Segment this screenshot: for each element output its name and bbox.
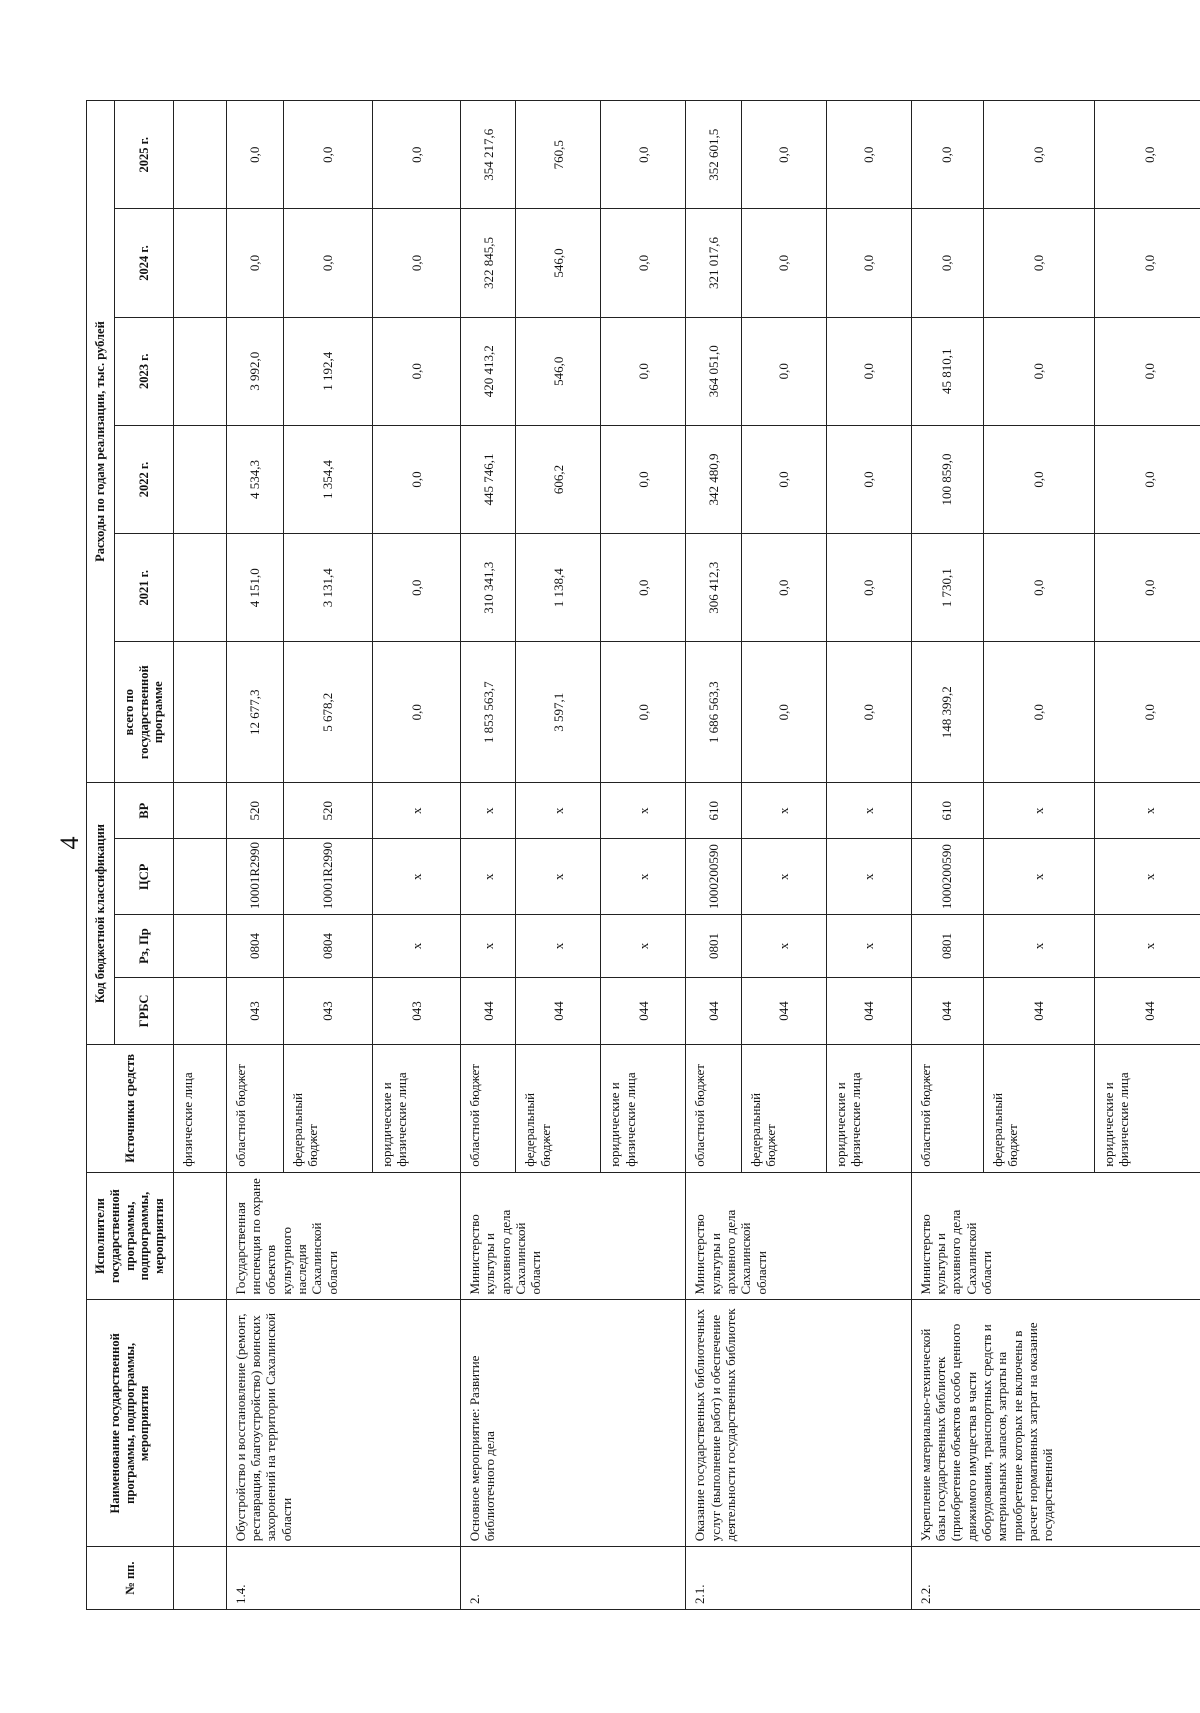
y2021-cell: 1 138,4 xyxy=(516,534,601,642)
header-budget-code: Код бюджетной классификации xyxy=(87,783,115,1045)
grbs-cell: 044 xyxy=(686,977,741,1044)
rzpr-cell: x xyxy=(1094,915,1200,978)
item-executor: Государственная инспекция по охране объектов культурного наследия Сахалинской области xyxy=(226,1172,460,1300)
header-2022: 2022 г. xyxy=(115,425,173,533)
header-2024: 2024 г. xyxy=(115,209,173,317)
csr-cell: x xyxy=(1094,839,1200,915)
y2021-cell: 3 131,4 xyxy=(284,534,372,642)
grbs-cell: 043 xyxy=(226,977,283,1044)
y2023-cell: 0,0 xyxy=(741,317,826,425)
source-cell: федеральный бюджет xyxy=(516,1045,601,1173)
source-cell: областной бюджет xyxy=(461,1045,516,1173)
csr-cell: x xyxy=(741,839,826,915)
y2022-cell: 0,0 xyxy=(1094,425,1200,533)
rzpr-cell: x xyxy=(741,915,826,978)
rzpr-cell: 0801 xyxy=(911,915,983,978)
csr-cell: x xyxy=(372,839,460,915)
csr-cell: 10001R2990 xyxy=(226,839,283,915)
y2021-cell: 0,0 xyxy=(601,534,686,642)
y2024-cell: 0,0 xyxy=(284,209,372,317)
rzpr-cell: x xyxy=(461,915,516,978)
total-cell: 0,0 xyxy=(826,642,911,783)
y2023-cell: 3 992,0 xyxy=(226,317,283,425)
y2024-cell: 0,0 xyxy=(1094,209,1200,317)
total-cell: 5 678,2 xyxy=(284,642,372,783)
total-cell: 1 853 563,7 xyxy=(461,642,516,783)
source-cell: федеральный бюджет xyxy=(284,1045,372,1173)
grbs-cell: 044 xyxy=(516,977,601,1044)
rzpr-cell: x xyxy=(826,915,911,978)
grbs-cell: 044 xyxy=(741,977,826,1044)
header-2021: 2021 г. xyxy=(115,534,173,642)
y2025-cell: 0,0 xyxy=(226,101,283,209)
header-csr: ЦСР xyxy=(115,839,173,915)
total-cell: 12 677,3 xyxy=(226,642,283,783)
vr-cell: 520 xyxy=(284,783,372,839)
header-vr: ВР xyxy=(115,783,173,839)
rzpr-cell: x xyxy=(983,915,1094,978)
rotated-table-container xyxy=(86,100,1200,1610)
total-cell: 0,0 xyxy=(372,642,460,783)
grbs-cell: 044 xyxy=(911,977,983,1044)
y2021-cell: 0,0 xyxy=(983,534,1094,642)
total-cell: 0,0 xyxy=(601,642,686,783)
header-expenses: Расходы по годам реализации, тыс. рублей xyxy=(87,101,115,783)
vr-cell: 610 xyxy=(686,783,741,839)
grbs-cell: 043 xyxy=(372,977,460,1044)
y2025-cell: 0,0 xyxy=(826,101,911,209)
rzpr-cell: 0801 xyxy=(686,915,741,978)
header-num: № пп. xyxy=(87,1547,174,1610)
y2023-cell: 0,0 xyxy=(372,317,460,425)
total-cell: 0,0 xyxy=(983,642,1094,783)
source-cell: областной бюджет xyxy=(686,1045,741,1173)
header-grbs: ГРБС xyxy=(115,977,173,1044)
rzpr-cell: x xyxy=(601,915,686,978)
vr-cell: x xyxy=(826,783,911,839)
y2025-cell: 760,5 xyxy=(516,101,601,209)
y2025-cell: 0,0 xyxy=(983,101,1094,209)
csr-cell: x xyxy=(601,839,686,915)
y2022-cell: 0,0 xyxy=(741,425,826,533)
csr-cell: x xyxy=(983,839,1094,915)
grbs-cell: 044 xyxy=(1094,977,1200,1044)
item-number: 2. xyxy=(461,1547,686,1610)
grbs-cell: 044 xyxy=(826,977,911,1044)
budget-table xyxy=(86,100,1200,1610)
y2025-cell: 0,0 xyxy=(284,101,372,209)
continuation-row xyxy=(173,101,226,1610)
vr-cell: x xyxy=(1094,783,1200,839)
header-name: Наименование государственной программы, подпрограммы, мероприятия xyxy=(87,1300,174,1547)
item-number: 1.4. xyxy=(226,1547,460,1610)
y2022-cell: 0,0 xyxy=(826,425,911,533)
y2024-cell: 0,0 xyxy=(741,209,826,317)
grbs-cell: 044 xyxy=(983,977,1094,1044)
y2021-cell: 310 341,3 xyxy=(461,534,516,642)
y2024-cell: 0,0 xyxy=(226,209,283,317)
total-cell: 3 597,1 xyxy=(516,642,601,783)
total-cell: 148 399,2 xyxy=(911,642,983,783)
item-name: Укрепление материально-технической базы государственных библиотек (приобретение объектов особо ценного движимого имущества в части оборудования, транспортных средств и материальных запасов, затраты на приобретение которых не включены в расчет нормативных затрат на оказание государственной xyxy=(911,1300,1200,1547)
y2025-cell: 0,0 xyxy=(911,101,983,209)
total-cell: 1 686 563,3 xyxy=(686,642,741,783)
y2024-cell: 0,0 xyxy=(983,209,1094,317)
item-number: 2.2. xyxy=(911,1547,1200,1610)
header-total: всего по государственной программе xyxy=(115,642,173,783)
grbs-cell: 044 xyxy=(601,977,686,1044)
y2025-cell: 0,0 xyxy=(372,101,460,209)
grbs-cell: 043 xyxy=(284,977,372,1044)
y2021-cell: 0,0 xyxy=(741,534,826,642)
y2024-cell: 322 845,5 xyxy=(461,209,516,317)
y2024-cell: 321 017,6 xyxy=(686,209,741,317)
source-cell: областной бюджет xyxy=(911,1045,983,1173)
total-cell: 0,0 xyxy=(1094,642,1200,783)
csr-cell: 1000200590 xyxy=(911,839,983,915)
grbs-cell: 044 xyxy=(461,977,516,1044)
vr-cell: x xyxy=(516,783,601,839)
item-name: Основное мероприятие: Развитие библиотечного дела xyxy=(461,1300,686,1547)
y2022-cell: 0,0 xyxy=(601,425,686,533)
y2025-cell: 0,0 xyxy=(1094,101,1200,209)
total-cell: 0,0 xyxy=(741,642,826,783)
y2021-cell: 1 730,1 xyxy=(911,534,983,642)
y2022-cell: 342 480,9 xyxy=(686,425,741,533)
item-executor: Министерство культуры и архивного дела Сахалинской области xyxy=(461,1172,686,1300)
y2025-cell: 354 217,6 xyxy=(461,101,516,209)
item-executor: Министерство культуры и архивного дела Сахалинской области xyxy=(686,1172,911,1300)
csr-cell: x xyxy=(826,839,911,915)
page-number: 4 xyxy=(55,836,84,850)
rzpr-cell: x xyxy=(372,915,460,978)
y2023-cell: 420 413,2 xyxy=(461,317,516,425)
y2022-cell: 100 859,0 xyxy=(911,425,983,533)
source-cell: областной бюджет xyxy=(226,1045,283,1173)
y2024-cell: 0,0 xyxy=(911,209,983,317)
y2023-cell: 45 810,1 xyxy=(911,317,983,425)
source-cell: федеральный бюджет xyxy=(983,1045,1094,1173)
item-number: 2.1. xyxy=(686,1547,911,1610)
header-executors: Исполнители государственной программы, подпрограммы, мероприятия xyxy=(87,1172,174,1300)
table-row xyxy=(461,101,516,1610)
source-cell: юридические и физические лица xyxy=(1094,1045,1200,1173)
vr-cell: 520 xyxy=(226,783,283,839)
vr-cell: x xyxy=(601,783,686,839)
table-row xyxy=(911,101,983,1610)
y2022-cell: 1 354,4 xyxy=(284,425,372,533)
y2023-cell: 0,0 xyxy=(826,317,911,425)
source-cell: юридические и физические лица xyxy=(601,1045,686,1173)
source-cell: юридические и физические лица xyxy=(372,1045,460,1173)
y2021-cell: 0,0 xyxy=(826,534,911,642)
source-cell: физические лица xyxy=(173,1045,226,1173)
y2025-cell: 352 601,5 xyxy=(686,101,741,209)
item-name: Оказание государственных библиотечных услуг (выполнение работ) и обеспечение деятельности государственных библиотек xyxy=(686,1300,911,1547)
source-cell: федеральный бюджет xyxy=(741,1045,826,1173)
y2023-cell: 0,0 xyxy=(601,317,686,425)
y2025-cell: 0,0 xyxy=(741,101,826,209)
csr-cell: x xyxy=(516,839,601,915)
y2022-cell: 445 746,1 xyxy=(461,425,516,533)
y2021-cell: 0,0 xyxy=(372,534,460,642)
y2022-cell: 0,0 xyxy=(983,425,1094,533)
header-sources: Источники средств xyxy=(87,1045,174,1173)
item-name: Обустройство и восстановление (ремонт, реставрация, благоустройство) воинских захоронений на территории Сахалинской области xyxy=(226,1300,460,1547)
y2022-cell: 606,2 xyxy=(516,425,601,533)
vr-cell: x xyxy=(372,783,460,839)
y2025-cell: 0,0 xyxy=(601,101,686,209)
y2022-cell: 0,0 xyxy=(372,425,460,533)
y2023-cell: 0,0 xyxy=(983,317,1094,425)
csr-cell: x xyxy=(461,839,516,915)
y2024-cell: 0,0 xyxy=(601,209,686,317)
rzpr-cell: 0804 xyxy=(284,915,372,978)
header-2025: 2025 г. xyxy=(115,101,173,209)
y2021-cell: 306 412,3 xyxy=(686,534,741,642)
vr-cell: x xyxy=(741,783,826,839)
csr-cell: 1000200590 xyxy=(686,839,741,915)
table-body xyxy=(173,101,1200,1610)
y2021-cell: 0,0 xyxy=(1094,534,1200,642)
table-row xyxy=(226,101,283,1610)
source-cell: юридические и физические лица xyxy=(826,1045,911,1173)
rzpr-cell: 0804 xyxy=(226,915,283,978)
y2023-cell: 546,0 xyxy=(516,317,601,425)
y2024-cell: 0,0 xyxy=(826,209,911,317)
header-rzpr: Рз, Пр xyxy=(115,915,173,978)
y2023-cell: 364 051,0 xyxy=(686,317,741,425)
rzpr-cell: x xyxy=(516,915,601,978)
header-2023: 2023 г. xyxy=(115,317,173,425)
vr-cell: x xyxy=(461,783,516,839)
y2023-cell: 1 192,4 xyxy=(284,317,372,425)
y2023-cell: 0,0 xyxy=(1094,317,1200,425)
y2021-cell: 4 151,0 xyxy=(226,534,283,642)
vr-cell: 610 xyxy=(911,783,983,839)
table-row xyxy=(686,101,741,1610)
item-executor: Министерство культуры и архивного дела Сахалинской области xyxy=(911,1172,1200,1300)
y2022-cell: 4 534,3 xyxy=(226,425,283,533)
csr-cell: 10001R2990 xyxy=(284,839,372,915)
vr-cell: x xyxy=(983,783,1094,839)
y2024-cell: 546,0 xyxy=(516,209,601,317)
y2024-cell: 0,0 xyxy=(372,209,460,317)
